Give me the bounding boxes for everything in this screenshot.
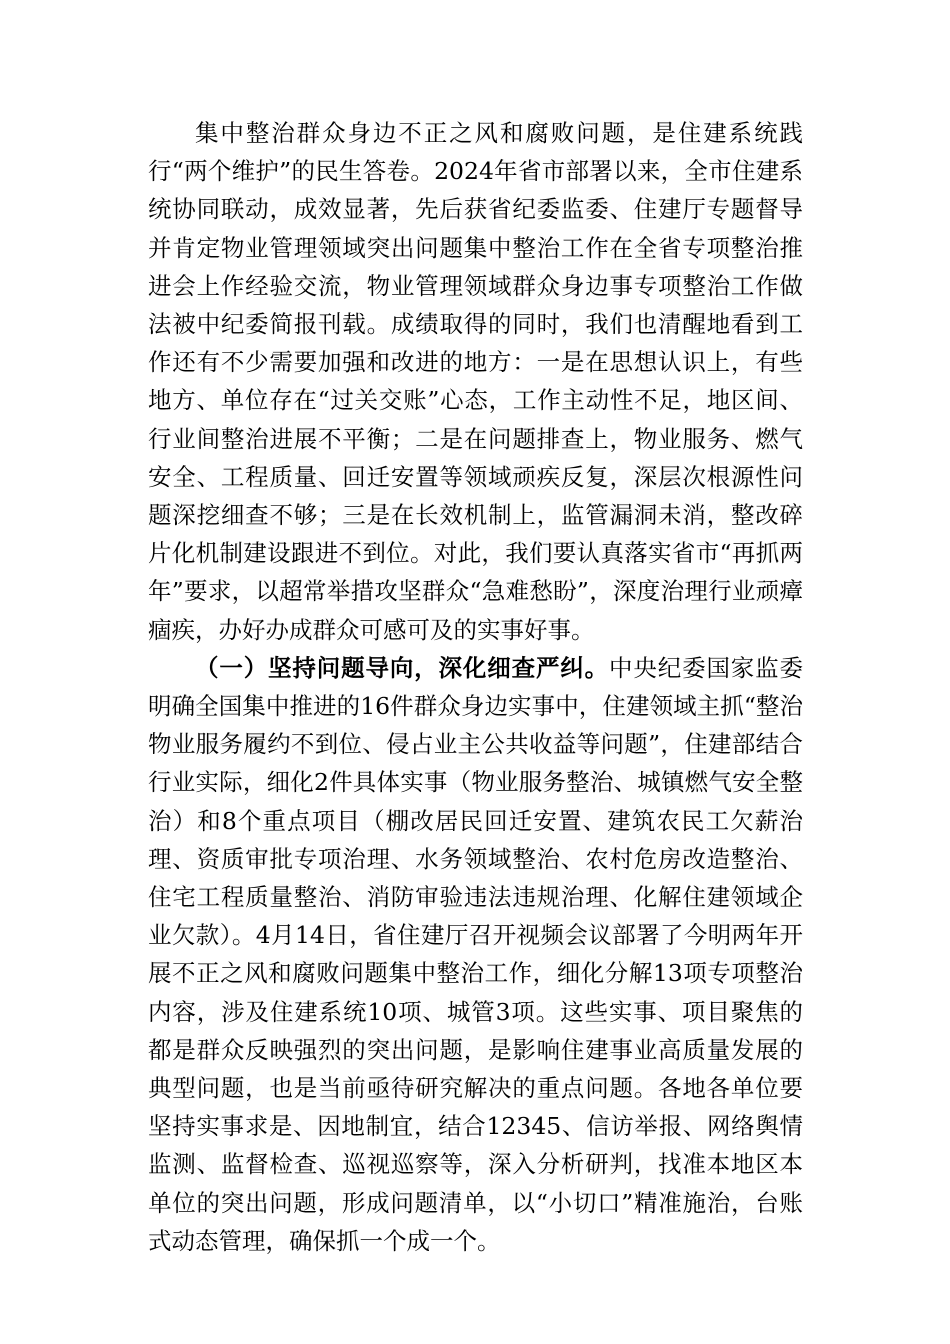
section-1-paragraph [148,649,803,1260]
section-1-text: 中央纪委国家监委明确全国集中推进的16件群众身边实事中，住建领域主抓“整治物业服务履约不到位、侵占业主公共收益等问题”，住建部结合行业实际，细化2件具体实事（物业服务整治、城镇燃气安全整治）和8个重点项目（棚改居民回迁安置、建筑农民工欠薪治理、资质审批专项治理、水务领域整治、农村危房改造整治、住宅工程质量整治、消防审验违法违规治理、化解住建领域企业欠款）。4月14日，省住建厅召开视频会议部署了今明两年开展不正之风和腐败问题集中整治工作，细化分解13项专项整治内容，涉及住建系统10项、城管3项。这些实事、项目聚焦的都是群众反映强烈的突出问题，是影响住建事业高质量发展的典型问题，也是当前亟待研究解决的重点问题。各地各单位要坚持实事求是、因地制宜，结合12345、信访举报、网络舆情监测、监督检查、巡视巡察等，深入分析研判，找准本地区本单位的突出问题，形成问题清单，以“小切口”精准施治，台账式动态管理，确保抓一个成一个。 [148,653,804,1255]
intro-paragraph-text: 集中整治群众身边不正之风和腐败问题，是住建系统践行“两个维护”的民生答卷。2024年省市部署以来，全市住建系统协同联动，成效显著，先后获省纪委监委、住建厅专题督导并肯定物业管理领域突出问题集中整治工作在全省专项整治推进会上作经验交流，物业管理领域群众身边事专项整治工作做法被中纪委简报刊载。成绩取得的同时，我们也清醒地看到工作还有不少需要加强和改进的地方：一是在思想认识上，有些地方、单位存在“过关交账”心态，工作主动性不足，地区间、行业间整治进展不平衡；二是在问题排查上，物业服务、燃气安全、工程质量、回迁安置等领域顽疾反复，深层次根源性问题深挖细查不够；三是在长效机制上，监管漏洞未消，整改碎片化机制建设跟进不到位。对此，我们要认真落实省市“再抓两年”要求，以超常举措攻坚群众“急难愁盼”，深度治理行业顽瘴痼疾，办好办成群众可感可及的实事好事。 [148,119,803,644]
section-1-heading: （一）坚持问题导向，深化细查严纠。 [195,653,610,682]
document-body [148,114,803,1260]
intro-paragraph [148,114,803,649]
